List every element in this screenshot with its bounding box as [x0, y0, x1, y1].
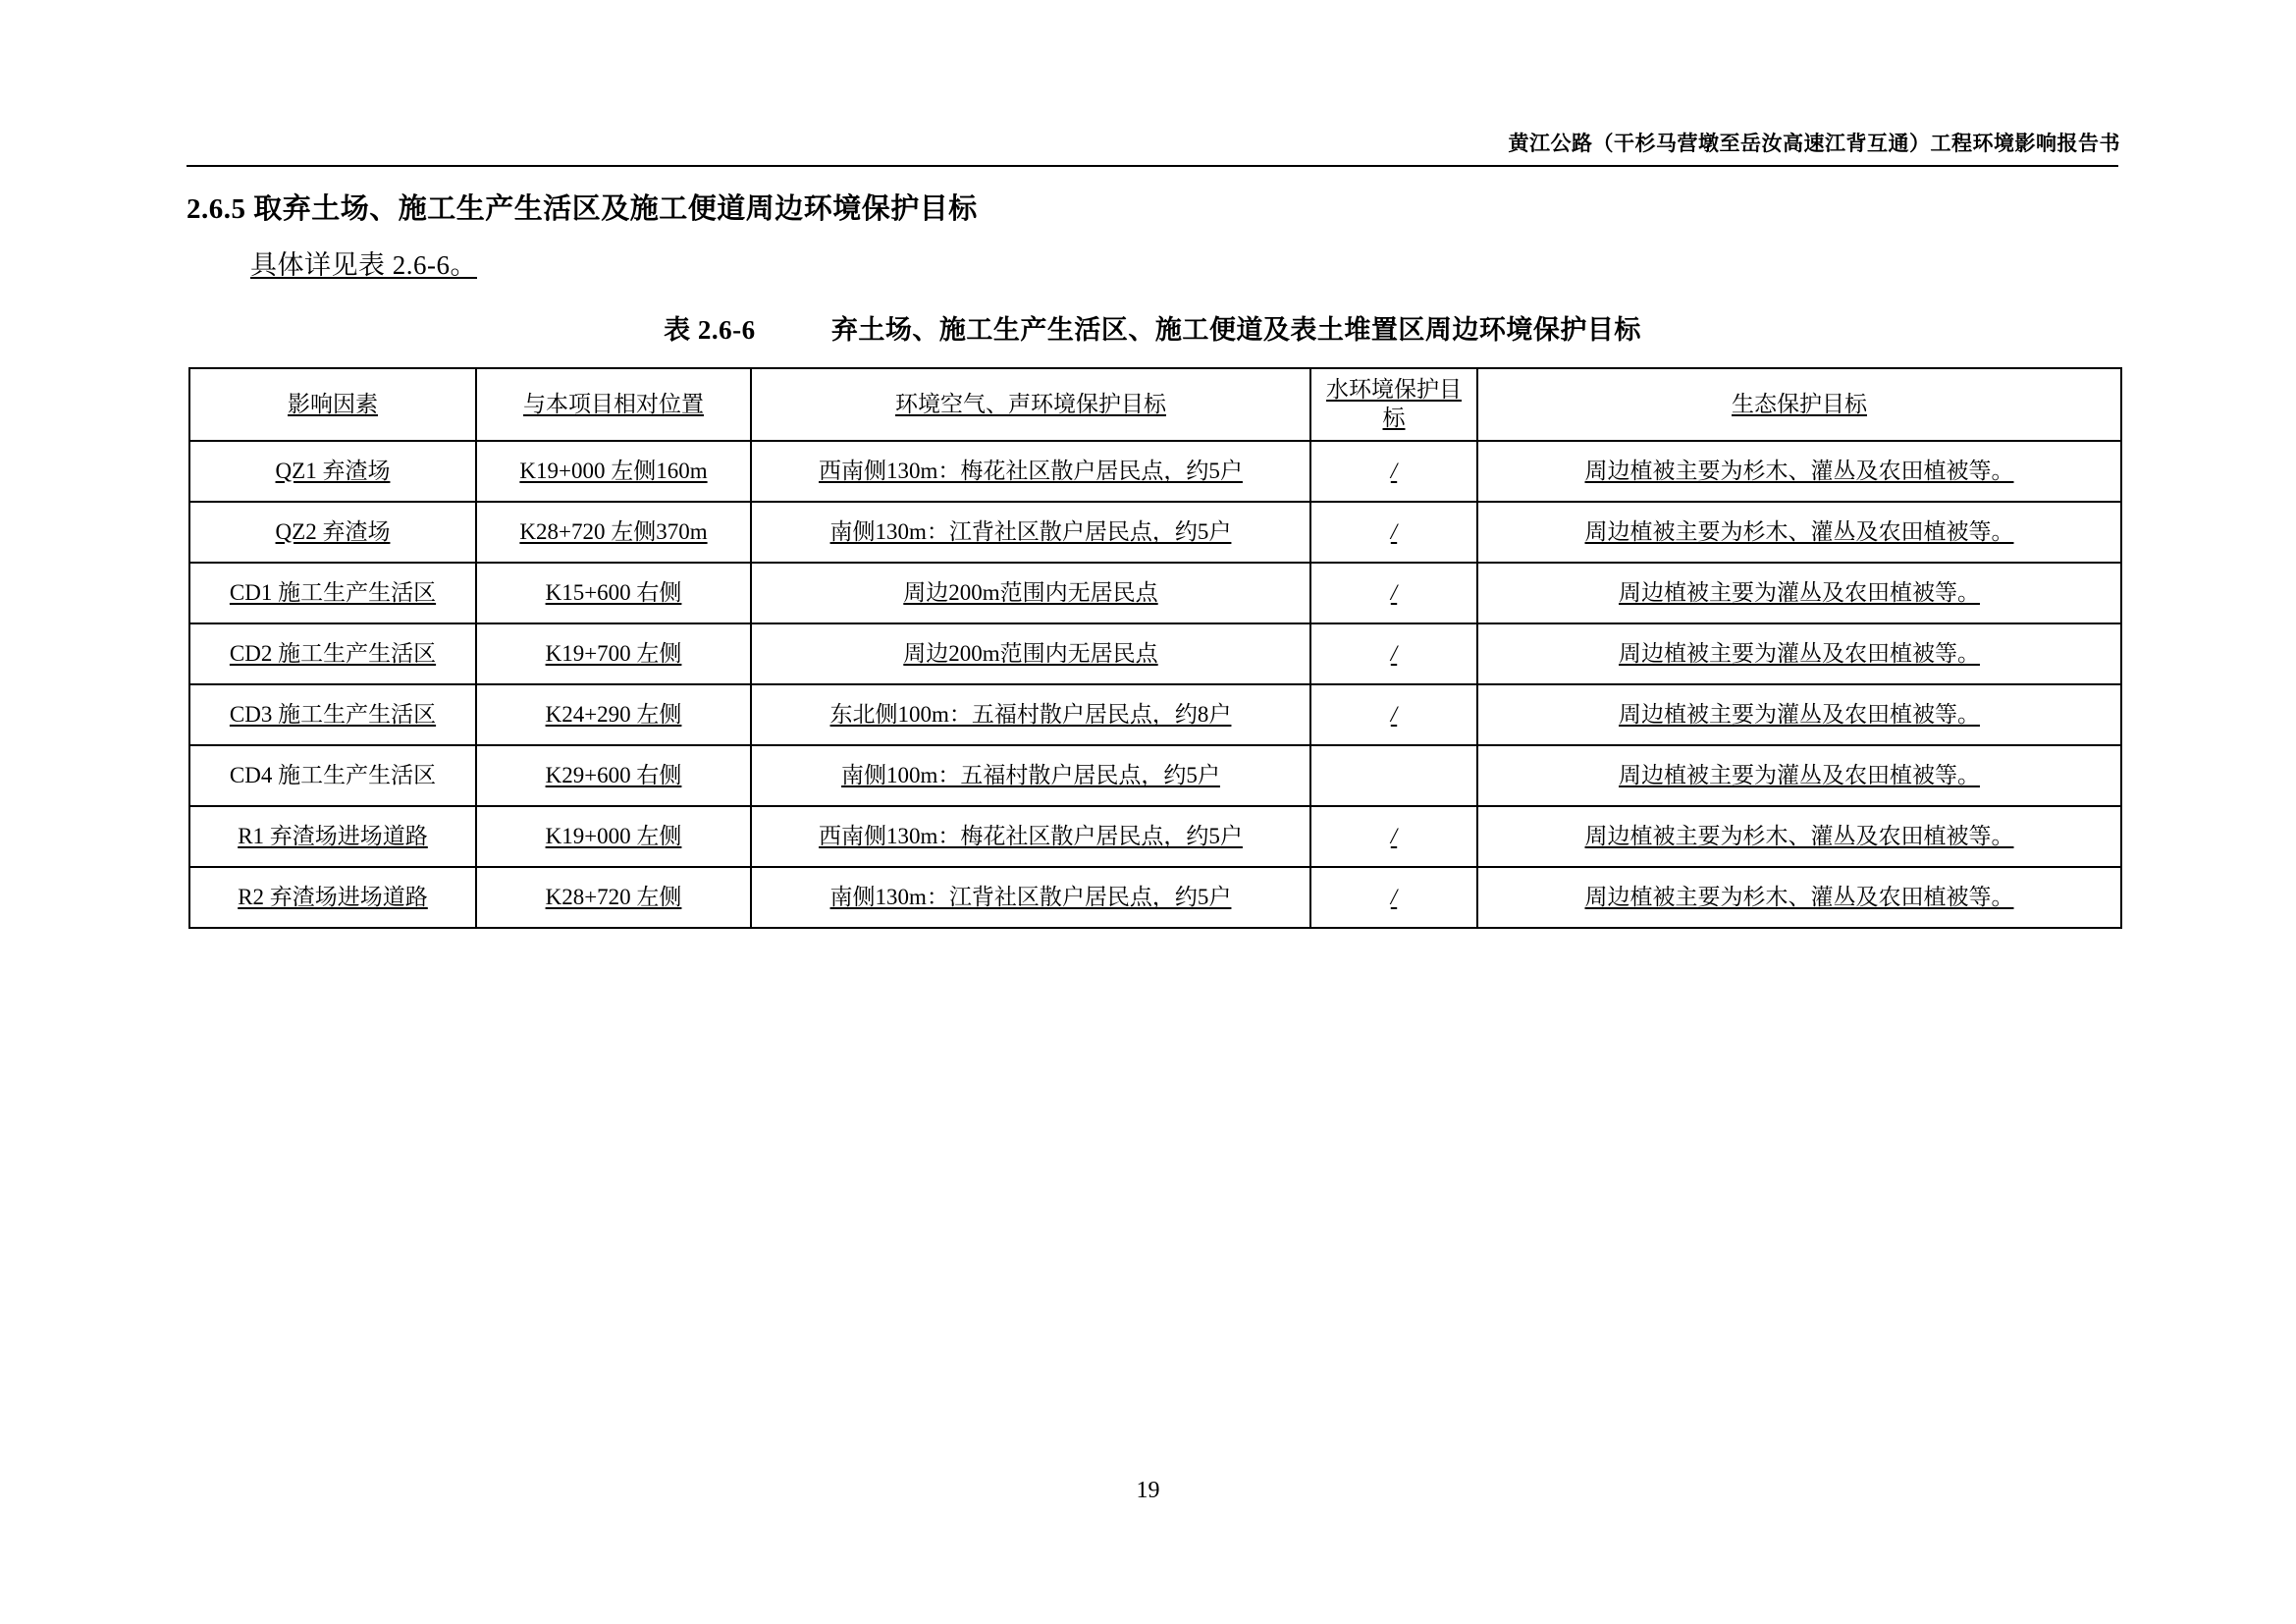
cell-water: /: [1310, 563, 1477, 623]
table-header-row: [189, 368, 2121, 441]
cell-factor: CD1 施工生产生活区: [189, 563, 476, 623]
running-header: 黄江公路（干杉马营墩至岳汝高速江背互通）工程环境影响报告书: [1508, 132, 2120, 155]
cell-water: /: [1310, 441, 1477, 502]
column-header-factor: 影响因素: [189, 368, 476, 441]
cell-water: /: [1310, 867, 1477, 928]
cell-position: K15+600 右侧: [476, 563, 751, 623]
table-row: [189, 867, 2121, 928]
table-row: [189, 563, 2121, 623]
cell-air-noise: 南侧100m：五福村散户居民点，约5户: [751, 745, 1310, 806]
header-divider: [187, 165, 2118, 167]
section-number: 2.6.5: [187, 193, 246, 225]
cell-air-noise: 南侧130m：江背社区散户居民点，约5户: [751, 867, 1310, 928]
table-row: [189, 806, 2121, 867]
column-header-position: 与本项目相对位置: [476, 368, 751, 441]
cell-factor: R1 弃渣场进场道路: [189, 806, 476, 867]
table-row: [189, 745, 2121, 806]
cell-water: [1310, 745, 1477, 806]
cell-water: /: [1310, 806, 1477, 867]
cell-position: K29+600 右侧: [476, 745, 751, 806]
table-caption-number: 表 2.6-6: [664, 315, 756, 345]
cell-position: K28+720 左侧: [476, 867, 751, 928]
column-header-ecology: 生态保护目标: [1477, 368, 2121, 441]
cell-position: K19+700 左侧: [476, 623, 751, 684]
cell-water: /: [1310, 623, 1477, 684]
cell-air-noise: 周边200m范围内无居民点: [751, 563, 1310, 623]
cell-ecology: 周边植被主要为灌丛及农田植被等。: [1477, 684, 2121, 745]
cell-ecology: 周边植被主要为灌丛及农田植被等。: [1477, 563, 2121, 623]
cell-ecology: 周边植被主要为杉木、灌丛及农田植被等。: [1477, 502, 2121, 563]
cell-ecology: 周边植被主要为杉木、灌丛及农田植被等。: [1477, 867, 2121, 928]
cell-factor: CD4 施工生产生活区: [189, 745, 476, 806]
column-header-air-noise: 环境空气、声环境保护目标: [751, 368, 1310, 441]
cell-factor: CD3 施工生产生活区: [189, 684, 476, 745]
section-heading: [187, 187, 978, 227]
cell-ecology: 周边植被主要为灌丛及农田植被等。: [1477, 623, 2121, 684]
table-row: [189, 623, 2121, 684]
cell-air-noise: 西南侧130m：梅花社区散户居民点，约5户: [751, 441, 1310, 502]
cell-water: /: [1310, 684, 1477, 745]
cell-air-noise: 西南侧130m：梅花社区散户居民点，约5户: [751, 806, 1310, 867]
cell-position: K19+000 左侧160m: [476, 441, 751, 502]
cell-ecology: 周边植被主要为灌丛及农田植被等。: [1477, 745, 2121, 806]
environment-targets-table: [188, 367, 2122, 929]
section-note: 具体详见表 2.6-6。: [250, 250, 477, 280]
table-row: [189, 441, 2121, 502]
cell-water: /: [1310, 502, 1477, 563]
cell-factor: QZ1 弃渣场: [189, 441, 476, 502]
section-title: 取弃土场、施工生产生活区及施工便道周边环境保护目标: [253, 193, 978, 225]
cell-position: K28+720 左侧370m: [476, 502, 751, 563]
cell-position: K24+290 左侧: [476, 684, 751, 745]
table-row: [189, 684, 2121, 745]
cell-factor: QZ2 弃渣场: [189, 502, 476, 563]
table-caption-text: 弃土场、施工生产生活区、施工便道及表土堆置区周边环境保护目标: [830, 315, 1641, 345]
cell-ecology: 周边植被主要为杉木、灌丛及农田植被等。: [1477, 441, 2121, 502]
cell-air-noise: 南侧130m：江背社区散户居民点，约5户: [751, 502, 1310, 563]
cell-position: K19+000 左侧: [476, 806, 751, 867]
column-header-water: 水环境保护目标: [1310, 368, 1477, 441]
cell-air-noise: 东北侧100m：五福村散户居民点，约8户: [751, 684, 1310, 745]
table-row: [189, 502, 2121, 563]
cell-factor: R2 弃渣场进场道路: [189, 867, 476, 928]
cell-factor: CD2 施工生产生活区: [189, 623, 476, 684]
table-caption: [187, 308, 2118, 347]
cell-air-noise: 周边200m范围内无居民点: [751, 623, 1310, 684]
page-number: 19: [1136, 1478, 1160, 1503]
cell-ecology: 周边植被主要为杉木、灌丛及农田植被等。: [1477, 806, 2121, 867]
